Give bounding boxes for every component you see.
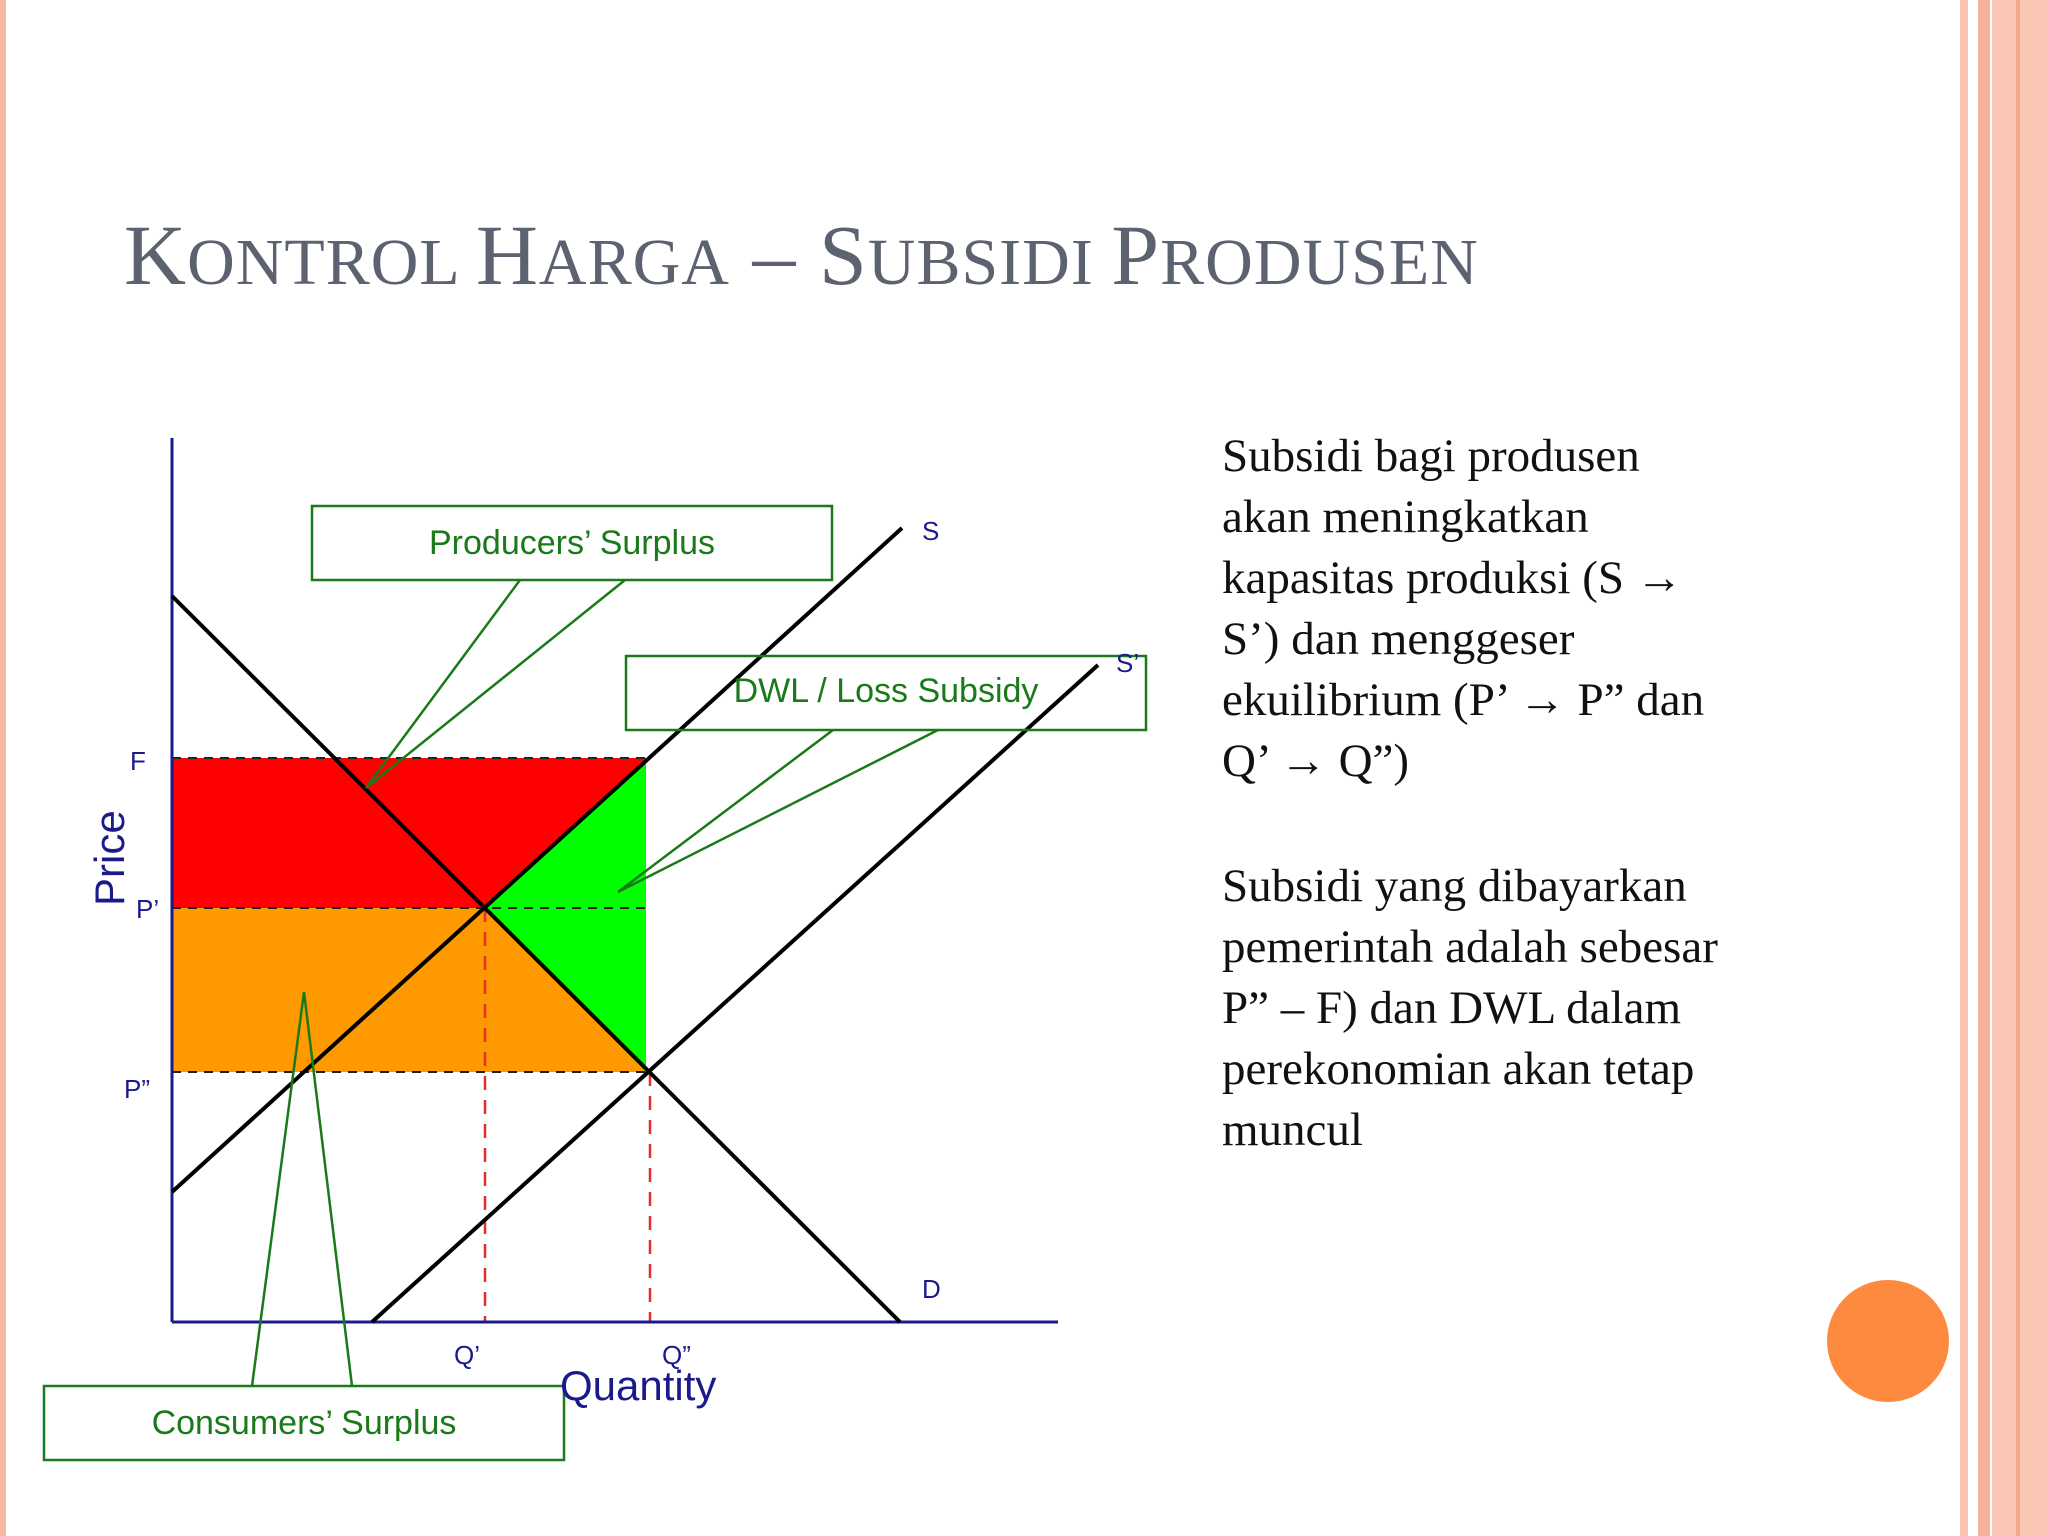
price-tick-p1: P’: [136, 894, 160, 924]
title-part: –: [729, 207, 819, 303]
body-paragraph-1: Subsidi bagi produsen akan meningkatkan kapasitas produksi (S → S’) dan menggeser ekuilibrium (P’ → P” dan Q’ → Q”): [1222, 430, 1705, 787]
title-part: H: [475, 207, 539, 303]
right-border-stripe: [1960, 0, 1968, 1536]
consumers-surplus-label: Consumers’ Surplus: [151, 1404, 457, 1442]
price-tick-f: F: [130, 746, 146, 776]
title-part: S: [818, 207, 868, 303]
page-title: [124, 205, 1479, 305]
producers-surplus-label: Producers’ Surplus: [429, 524, 715, 562]
producers-callout-pointer: [366, 580, 625, 788]
body-paragraph-2: Subsidi yang dibayarkan pemerintah adalah sebesar P” – F) dan DWL dalam perekonomian akan tetap muncul: [1222, 860, 1718, 1156]
title-part: ARGA: [538, 226, 730, 299]
supply-demand-diagram: [0, 420, 1160, 1480]
title-part: RODUSEN: [1160, 226, 1479, 299]
quantity-tick-q2: Q”: [662, 1340, 691, 1370]
price-tick-p2: P”: [124, 1074, 150, 1104]
y-axis-label: Price: [86, 810, 133, 906]
title-part: ONTROL: [187, 226, 476, 299]
x-axis-label: Quantity: [560, 1362, 717, 1409]
curve-label-s-prime: S’: [1116, 648, 1140, 678]
title-part: UBSIDI: [867, 226, 1112, 299]
decorative-orange-circle: [1827, 1280, 1949, 1402]
dwl-label: DWL / Loss Subsidy: [733, 672, 1039, 710]
quantity-tick-q1: Q’: [454, 1340, 480, 1370]
title-part: K: [124, 207, 188, 303]
curve-label-d: D: [922, 1274, 941, 1304]
right-border-stripe: [1978, 0, 1990, 1536]
right-border-stripe: [1992, 0, 2048, 1536]
right-border-stripe: [2016, 0, 2020, 1536]
curve-label-s: S: [922, 516, 940, 546]
title-part: P: [1111, 207, 1161, 303]
dwl-callout-pointer: [618, 730, 938, 892]
